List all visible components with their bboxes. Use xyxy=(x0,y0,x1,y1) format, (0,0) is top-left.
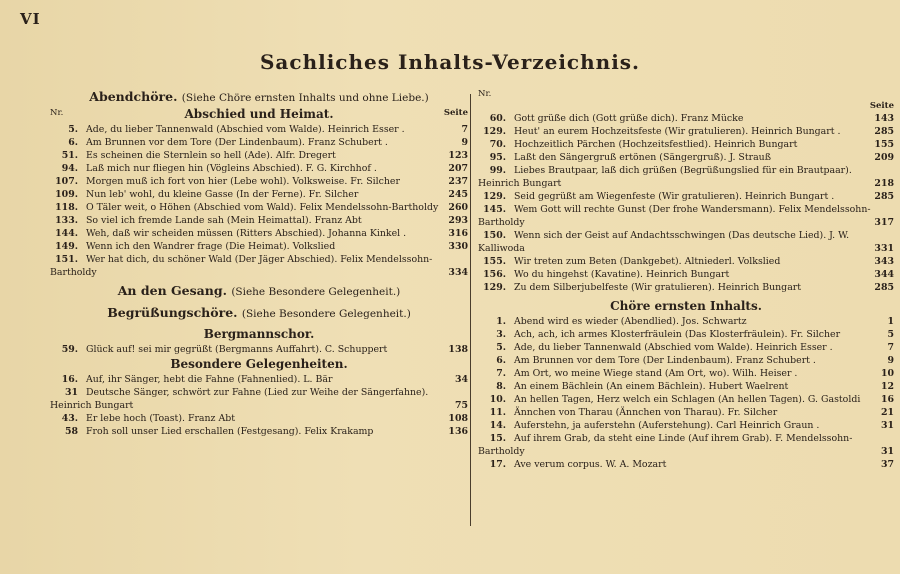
entry-page: 285 xyxy=(874,126,894,137)
entry-text: O Täler weit, o Höhen (Abschied vom Wald). Felix Mendelssohn-Bartholdy xyxy=(86,202,439,213)
entry-text: Ave verum corpus. W. A. Mozart xyxy=(514,459,667,470)
index-entry xyxy=(478,229,894,255)
entry-page: 136 xyxy=(448,426,468,437)
entry-number: 5. xyxy=(496,342,506,353)
index-entry xyxy=(478,255,894,268)
entry-page: 1 xyxy=(887,316,894,327)
entry-page: 330 xyxy=(448,241,468,252)
entry-page: 12 xyxy=(880,381,894,392)
entry-text: Ännchen von Tharau (Ännchen von Tharau). Fr. Silcher xyxy=(514,407,778,418)
entry-text: Wenn sich der Geist auf Andachtsschwingen (Das deutsche Lied). J. W. Kalliwoda xyxy=(478,230,850,254)
entry-number: 118. xyxy=(55,202,78,213)
page-number: VI xyxy=(20,10,41,28)
seite-header: Seite xyxy=(869,101,894,111)
entry-text: Wer hat dich, du schöner Wald (Der Jäger Abschied). Felix Mendelssohn-Bartholdy xyxy=(50,254,433,278)
entry-list xyxy=(50,373,468,438)
entry-text: Nun leb' wohl, du kleine Gasse (In der Ferne). Fr. Silcher xyxy=(86,189,359,200)
entry-page: 16 xyxy=(880,394,894,405)
entry-number: 151. xyxy=(55,254,78,265)
index-entry xyxy=(50,162,468,175)
entry-number: 5. xyxy=(68,124,78,135)
index-entry xyxy=(478,354,894,367)
entry-number: 43. xyxy=(61,413,78,424)
entry-page: 5 xyxy=(887,329,894,340)
index-entry xyxy=(478,151,894,164)
index-entry xyxy=(478,393,894,406)
entry-page: 344 xyxy=(874,269,894,280)
entry-page: 123 xyxy=(448,150,468,161)
entry-number: 129. xyxy=(483,191,506,202)
index-entry xyxy=(50,425,468,438)
index-entry xyxy=(478,315,894,328)
entry-number: 129. xyxy=(483,126,506,137)
entry-page: 108 xyxy=(448,413,468,424)
entry-page: 317 xyxy=(874,217,894,228)
entry-number: 14. xyxy=(489,420,506,431)
entry-text: Morgen muß ich fort von hier (Lebe wohl). Volksweise. Fr. Silcher xyxy=(86,176,400,187)
entry-number: 6. xyxy=(496,355,506,366)
entry-text: Liebes Brautpaar, laß dich grüßen (Begrüßungslied für ein Brautpaar). Heinrich Bungart xyxy=(478,165,852,189)
section-begruessung xyxy=(50,304,468,323)
entry-number: 10. xyxy=(489,394,506,405)
entry-text: Ade, du lieber Tannenwald (Abschied vom Walde). Heinrich Esser . xyxy=(86,124,405,135)
nr-header: Nr. xyxy=(478,89,492,99)
index-entry xyxy=(478,458,894,471)
section-heading: Chöre ernsten Inhalts. xyxy=(610,299,762,313)
entry-number: 144. xyxy=(55,228,78,239)
entry-page: 75 xyxy=(454,400,468,411)
entry-number: 95. xyxy=(489,152,506,163)
entry-text: Abend wird es wieder (Abendlied). Jos. Schwartz xyxy=(514,316,747,327)
entry-number: 94. xyxy=(61,163,78,174)
entry-number: 60. xyxy=(489,113,506,124)
entry-number: 7. xyxy=(496,368,506,379)
section-heading: Bergmannschor. xyxy=(203,327,315,341)
entry-page: 31 xyxy=(880,446,894,457)
entry-number: 156. xyxy=(483,269,506,280)
entry-text: Froh soll unser Lied erschallen (Festgesang). Felix Krakamp xyxy=(86,426,374,437)
entry-text: Heut' an eurem Hochzeitsfeste (Wir gratulieren). Heinrich Bungart . xyxy=(514,126,841,137)
index-entry xyxy=(50,201,468,214)
entry-text: Am Brunnen vor dem Tore (Der Lindenbaum). Franz Schubert . xyxy=(514,355,816,366)
index-entry xyxy=(50,175,468,188)
index-entry xyxy=(50,343,468,356)
entry-text: Am Ort, wo meine Wiege stand (Am Ort, wo). Wilh. Heiser . xyxy=(514,368,798,379)
entry-text: So viel ich fremde Lande sah (Mein Heimattal). Franz Abt xyxy=(86,215,362,226)
entry-number: 51. xyxy=(61,150,78,161)
entry-page: 285 xyxy=(874,191,894,202)
entry-page: 209 xyxy=(874,152,894,163)
index-entry xyxy=(478,190,894,203)
index-entry xyxy=(50,253,468,279)
entry-text: Auf ihrem Grab, da steht eine Linde (Auf ihrem Grab). F. Mendelssohn-Bartholdy xyxy=(478,433,853,457)
index-entry xyxy=(478,432,894,458)
index-entry xyxy=(50,123,468,136)
entry-text: Wenn ich den Wandrer frage (Die Heimat). Volkslied xyxy=(86,241,336,252)
entry-page: 293 xyxy=(448,215,468,226)
entry-number: 107. xyxy=(55,176,78,187)
index-entry xyxy=(50,373,468,386)
index-entry xyxy=(478,125,894,138)
section-abendchoere xyxy=(50,88,468,107)
index-entry xyxy=(478,281,894,294)
entry-list xyxy=(478,112,894,294)
nr-header: Nr. xyxy=(50,108,64,118)
entry-text: Hochzeitlich Pärchen (Hochzeitsfestlied). Heinrich Bungart xyxy=(514,139,798,150)
index-entry xyxy=(50,188,468,201)
entry-page: 138 xyxy=(448,344,468,355)
entry-number: 70. xyxy=(489,139,506,150)
section-heading: Besondere Gelegenheiten. xyxy=(170,357,348,371)
entry-number: 109. xyxy=(55,189,78,200)
entry-page: 10 xyxy=(880,368,894,379)
index-entry xyxy=(478,367,894,380)
entry-text: Wo du hingehst (Kavatine). Heinrich Bungart xyxy=(514,269,730,280)
entry-text: Laßt den Sängergruß ertönen (Sängergruß). J. Strauß xyxy=(514,152,771,163)
column-divider xyxy=(470,94,471,526)
entry-text: Gott grüße dich (Gott grüße dich). Franz Mücke xyxy=(514,113,744,124)
entry-page: 331 xyxy=(874,243,894,254)
entry-list xyxy=(478,315,894,471)
entry-text: Auf, ihr Sänger, hebt die Fahne (Fahnenlied). L. Bär xyxy=(86,374,333,385)
entry-text: Zu dem Silberjubelfeste (Wir gratulieren). Heinrich Bungart xyxy=(514,282,802,293)
entry-text: Auferstehn, ja auferstehn (Auferstehung). Carl Heinrich Graun . xyxy=(514,420,820,431)
entry-number: 15. xyxy=(489,433,506,444)
index-entry xyxy=(478,203,894,229)
entry-page: 9 xyxy=(887,355,894,366)
index-entry xyxy=(50,412,468,425)
entry-page: 237 xyxy=(448,176,468,187)
entry-number: 16. xyxy=(61,374,78,385)
index-entry xyxy=(50,227,468,240)
entry-number: 150. xyxy=(483,230,506,241)
entry-text: An hellen Tagen, Herz welch ein Schlagen (An hellen Tagen). G. Gastoldi xyxy=(514,394,861,405)
entry-text: Am Brunnen vor dem Tore (Der Lindenbaum). Franz Schubert . xyxy=(86,137,388,148)
entry-text: Es scheinen die Sternlein so hell (Ade). Alfr. Dregert xyxy=(86,150,336,161)
entry-page: 316 xyxy=(448,228,468,239)
column-header xyxy=(478,88,894,100)
section-heading: Abendchöre. xyxy=(89,89,178,104)
entry-page: 9 xyxy=(461,137,468,148)
entry-page: 285 xyxy=(874,282,894,293)
index-entry xyxy=(478,341,894,354)
entry-page: 21 xyxy=(880,407,894,418)
entry-text: Er lebe hoch (Toast). Franz Abt xyxy=(86,413,236,424)
section-note: (Siehe Besondere Gelegenheit.) xyxy=(231,286,401,298)
section-heading: Begrüßungschöre. xyxy=(107,305,238,320)
entry-text: Glück auf! sei mir gegrüßt (Bergmanns Auffahrt). C. Schuppert xyxy=(86,344,388,355)
entry-number: 17. xyxy=(489,459,506,470)
index-entry xyxy=(478,380,894,393)
section-note: (Siehe Besondere Gelegenheit.) xyxy=(241,308,411,320)
entry-page: 7 xyxy=(461,124,468,135)
section-heading: Abschied und Heimat. xyxy=(184,107,334,121)
seite-header: Seite xyxy=(443,108,468,118)
entry-number: 8. xyxy=(496,381,506,392)
index-entry xyxy=(50,240,468,253)
entry-number: 11. xyxy=(489,407,506,418)
page-title: Sachliches Inhalts-Verzeichnis. xyxy=(259,50,641,74)
section-note: (Siehe Chöre ernsten Inhalts und ohne Liebe.) xyxy=(181,92,429,104)
entry-number: 133. xyxy=(55,215,78,226)
entry-number: 1. xyxy=(496,316,506,327)
entry-number: 31 xyxy=(64,387,78,398)
entry-number: 3. xyxy=(496,329,506,340)
entry-list xyxy=(50,123,468,279)
entry-page: 143 xyxy=(874,113,894,124)
entry-text: Wir treten zum Beten (Dankgebet). Altniederl. Volkslied xyxy=(514,256,781,267)
index-entry xyxy=(478,419,894,432)
index-entry xyxy=(478,164,894,190)
entry-text: An einem Bächlein (An einem Bächlein). Hubert Waelrent xyxy=(514,381,789,392)
column-header xyxy=(478,100,894,112)
entry-number: 6. xyxy=(68,137,78,148)
entry-page: 218 xyxy=(874,178,894,189)
entry-number: 129. xyxy=(483,282,506,293)
index-entry xyxy=(50,136,468,149)
index-entry xyxy=(478,406,894,419)
entry-page: 31 xyxy=(880,420,894,431)
section-gesang xyxy=(50,282,468,301)
entry-page: 155 xyxy=(874,139,894,150)
entry-number: 149. xyxy=(55,241,78,252)
entry-list xyxy=(50,343,468,356)
entry-text: Ade, du lieber Tannenwald (Abschied vom Walde). Heinrich Esser . xyxy=(514,342,833,353)
entry-page: 34 xyxy=(454,374,468,385)
entry-text: Deutsche Sänger, schwört zur Fahne (Lied zur Weihe der Sängerfahne). Heinrich Bungart xyxy=(50,387,429,411)
left-column xyxy=(50,88,468,438)
entry-page: 343 xyxy=(874,256,894,267)
index-entry xyxy=(50,386,468,412)
entry-page: 37 xyxy=(880,459,894,470)
entry-number: 58 xyxy=(64,426,78,437)
column-header xyxy=(50,107,468,119)
entry-text: Weh, daß wir scheiden müssen (Ritters Abschied). Johanna Kinkel . xyxy=(86,228,407,239)
index-entry xyxy=(478,268,894,281)
entry-number: 59. xyxy=(61,344,78,355)
entry-page: 260 xyxy=(448,202,468,213)
entry-number: 145. xyxy=(483,204,506,215)
index-entry xyxy=(478,138,894,151)
entry-page: 207 xyxy=(448,163,468,174)
entry-text: Laß mich nur fliegen hin (Vögleins Abschied). F. G. Kirchhof . xyxy=(86,163,377,174)
index-entry xyxy=(478,112,894,125)
entry-text: Seid gegrüßt am Wiegenfeste (Wir gratulieren). Heinrich Bungart . xyxy=(514,191,835,202)
entry-page: 245 xyxy=(448,189,468,200)
entry-page: 334 xyxy=(448,267,468,278)
section-heading: An den Gesang. xyxy=(117,283,227,298)
index-entry xyxy=(50,214,468,227)
entry-number: 155. xyxy=(483,256,506,267)
entry-number: 99. xyxy=(489,165,506,176)
index-entry xyxy=(50,149,468,162)
entry-text: Wem Gott will rechte Gunst (Der frohe Wandersmann). Felix Mendelssohn-Bartholdy xyxy=(478,204,871,228)
entry-text: Ach, ach, ich armes Klosterfräulein (Das Klosterfräulein). Fr. Silcher xyxy=(514,329,841,340)
right-column xyxy=(478,88,894,471)
entry-page: 7 xyxy=(887,342,894,353)
index-entry xyxy=(478,328,894,341)
